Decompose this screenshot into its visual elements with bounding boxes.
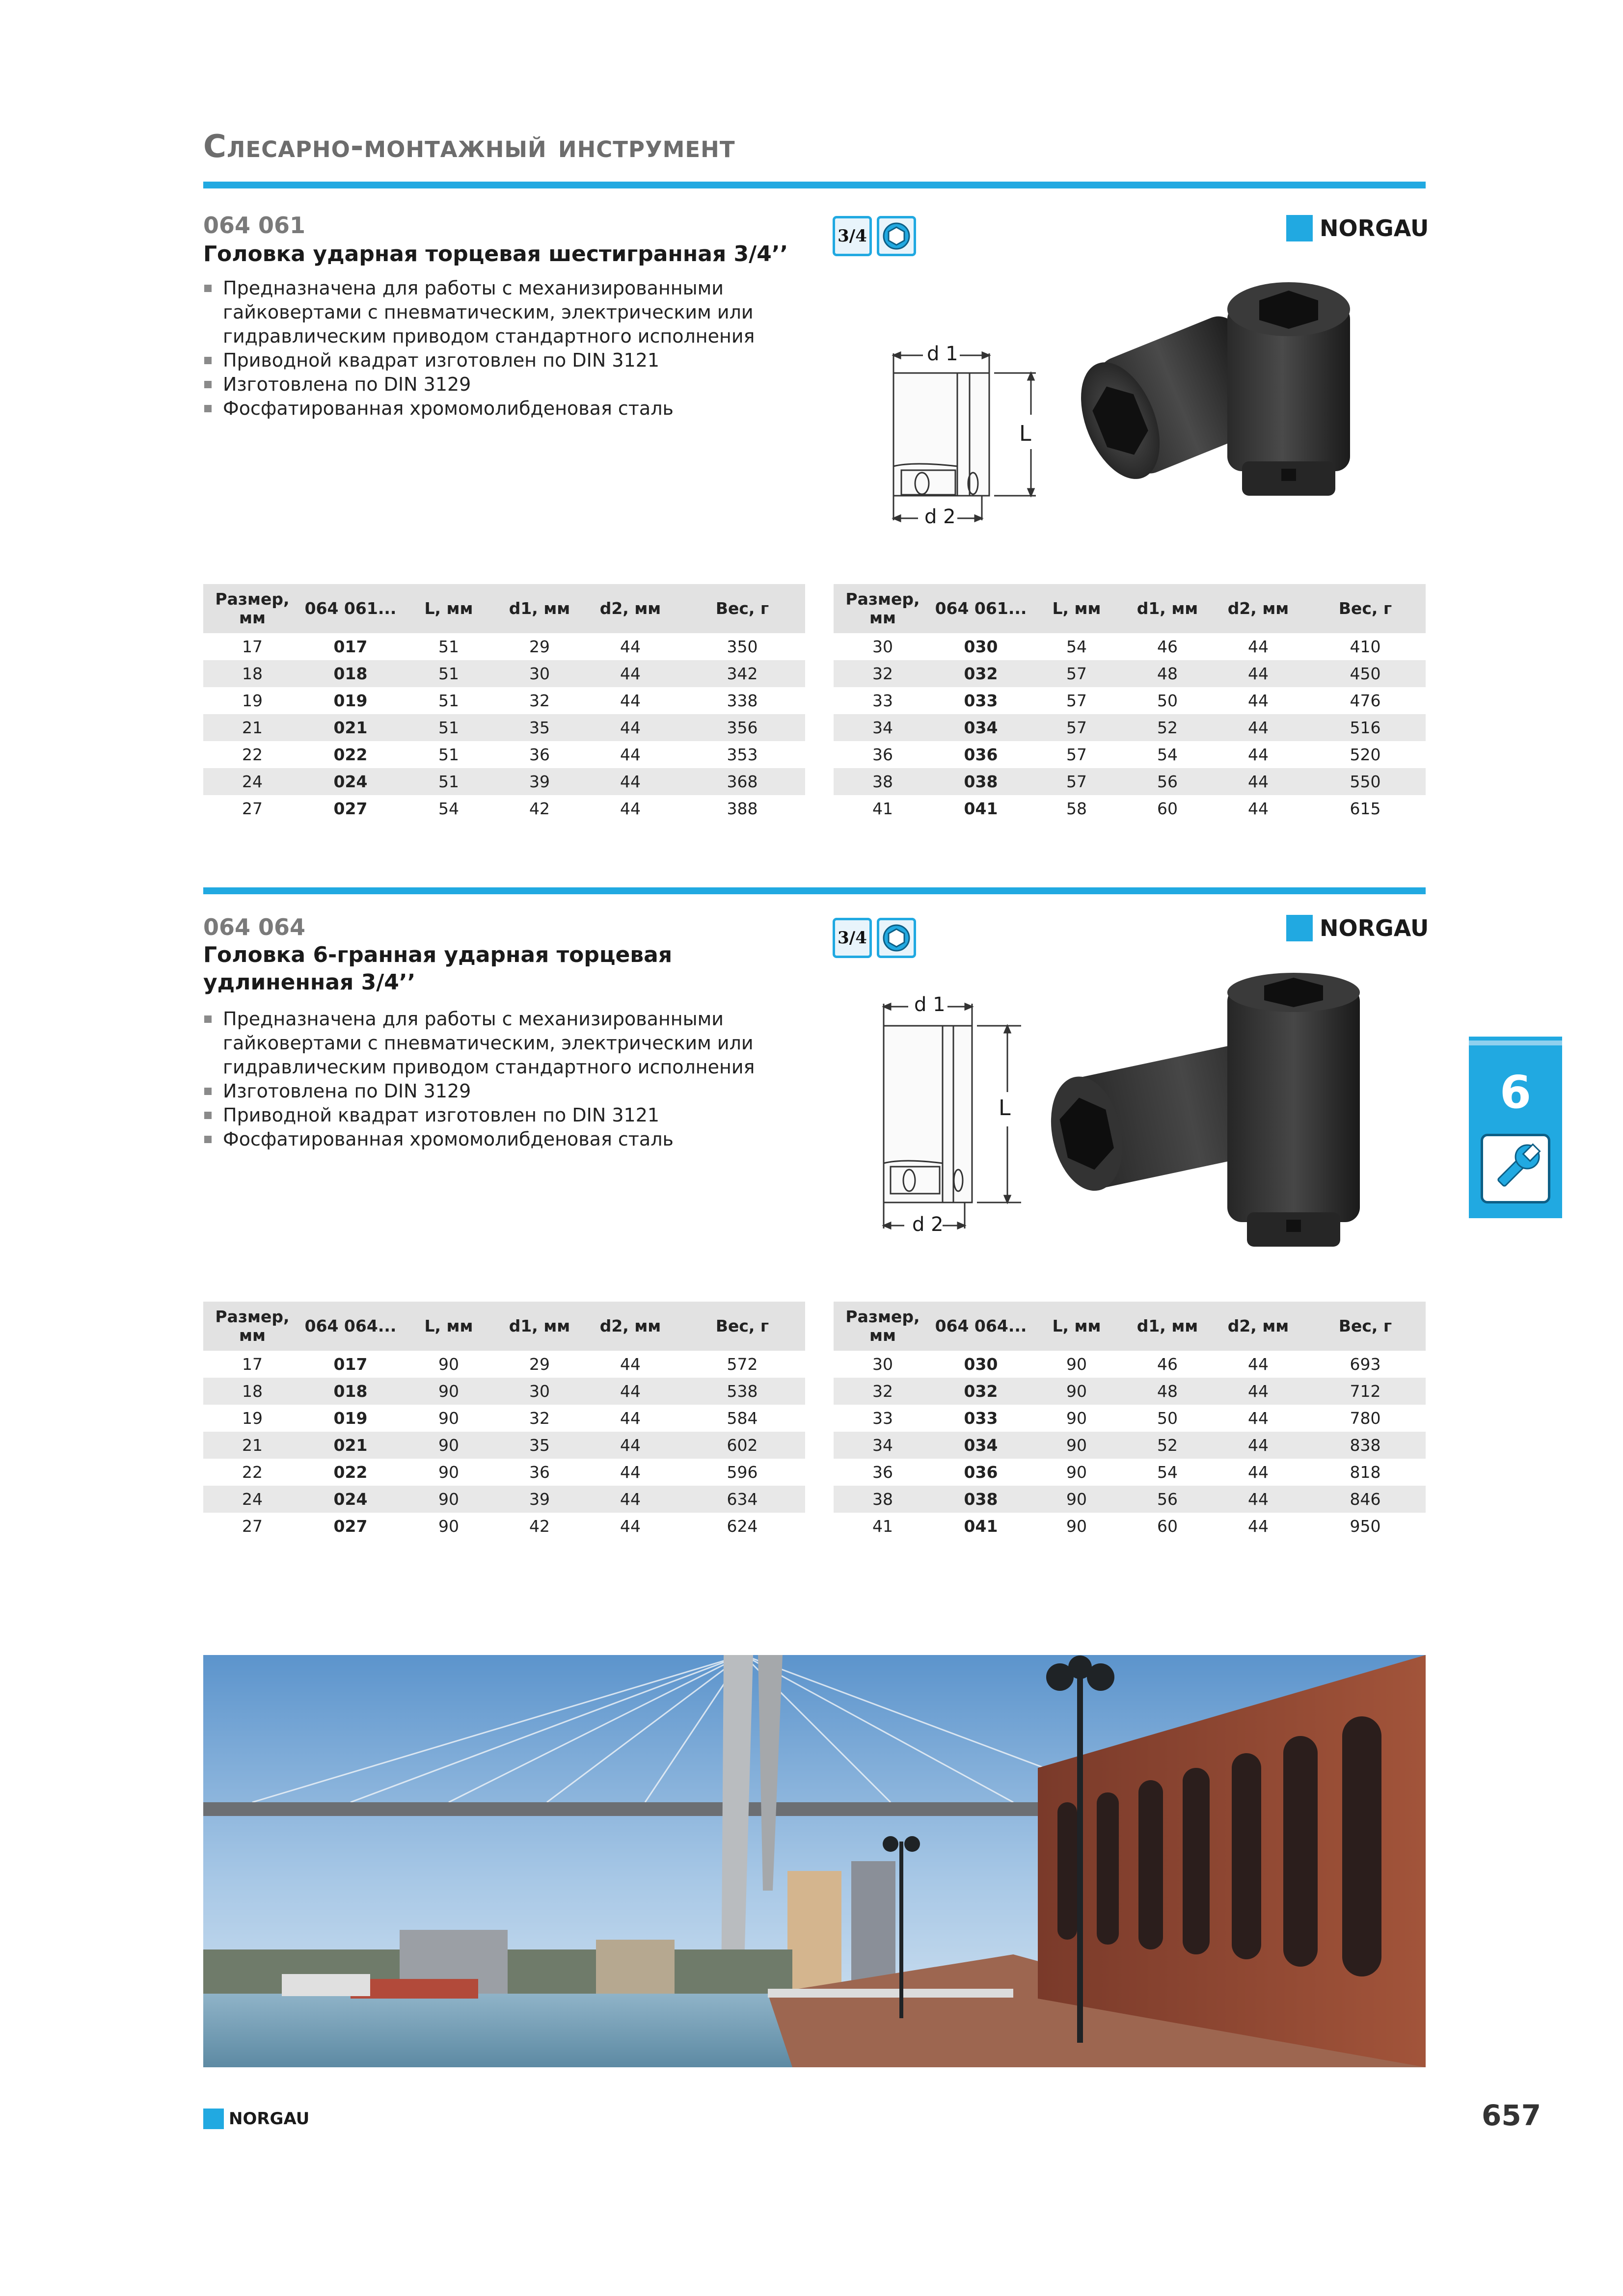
- table-cell: 90: [438, 1463, 459, 1482]
- column-header: Размер, мм: [203, 1302, 301, 1351]
- table-cell: 24: [203, 1486, 301, 1513]
- article-code-cell: 024: [301, 1486, 400, 1513]
- table-cell: 36: [529, 745, 550, 764]
- table-cell: 32: [834, 660, 932, 687]
- table-cell: 60: [1157, 799, 1178, 818]
- page-number: 657: [1482, 2099, 1542, 2132]
- column-header: Размер, мм: [203, 584, 301, 633]
- brand-name: NORGAU: [1320, 215, 1429, 241]
- column-header: Вес, г: [1305, 584, 1426, 633]
- table-cell: 57: [1066, 745, 1087, 764]
- column-header: d2, мм: [581, 1302, 679, 1351]
- column-header: L, мм: [1030, 1302, 1123, 1351]
- table-cell: 44: [620, 637, 641, 656]
- table-cell: 42: [529, 1517, 550, 1536]
- table-cell: 44: [1248, 637, 1269, 656]
- table-cell: 342: [679, 660, 805, 687]
- table-cell: 388: [727, 799, 758, 818]
- table-cell: 44: [581, 768, 679, 795]
- column-header: 064 061...: [301, 584, 400, 633]
- feature-list: [203, 276, 817, 421]
- article-code-cell: 027: [333, 1517, 368, 1536]
- table-cell: 846: [1305, 1486, 1426, 1513]
- table-cell: 51: [400, 714, 498, 741]
- product-code: 064 061: [203, 212, 306, 239]
- article-code-cell: 041: [964, 799, 998, 818]
- table-cell: 90: [400, 1432, 498, 1459]
- feature-item: Изготовлена по DIN 3129: [203, 1079, 817, 1103]
- brand-name: NORGAU: [229, 2109, 310, 2129]
- article-code-cell: 019: [333, 1409, 368, 1428]
- spec-table: [834, 1302, 1426, 1540]
- hex-socket-icon: [877, 918, 916, 958]
- product-code: 064 064: [203, 914, 306, 940]
- table-cell: 90: [400, 1378, 498, 1405]
- table-cell: 35: [498, 1432, 581, 1459]
- product-photo: [1075, 280, 1389, 510]
- column-header: d1, мм: [1123, 584, 1212, 633]
- table-cell: 30: [872, 637, 893, 656]
- table-cell: 90: [1030, 1486, 1123, 1513]
- article-code-cell: 038: [932, 1486, 1030, 1513]
- feature-item: Фосфатированная хромомолибденовая сталь: [203, 397, 817, 421]
- article-code-cell: 027: [333, 799, 368, 818]
- section-tab[interactable]: [1469, 1037, 1562, 1218]
- column-header: L, мм: [400, 1302, 498, 1351]
- table-cell: 57: [1030, 660, 1123, 687]
- dimension-label-d1: d 1: [914, 993, 946, 1016]
- column-header: L, мм: [1030, 584, 1123, 633]
- table-cell: 44: [1212, 1432, 1305, 1459]
- table-cell: 90: [1066, 1463, 1087, 1482]
- table-cell: 60: [1157, 1517, 1178, 1536]
- dimension-label-d1: d 1: [927, 343, 958, 365]
- product-title: Головка ударная торцевая шестигранная 3/4’’: [203, 241, 788, 267]
- table-cell: 56: [1123, 768, 1212, 795]
- table-cell: 44: [1212, 1378, 1305, 1405]
- article-code-cell: 022: [333, 1463, 368, 1482]
- table-cell: 572: [727, 1355, 758, 1374]
- table-cell: 21: [203, 714, 301, 741]
- table-cell: 54: [1157, 1463, 1178, 1482]
- table-cell: 44: [620, 799, 641, 818]
- table-row: [834, 633, 1426, 660]
- article-code-cell: 034: [932, 714, 1030, 741]
- dimension-label-d2: d 2: [924, 506, 956, 528]
- feature-list: [203, 1007, 817, 1151]
- table-cell: 30: [498, 660, 581, 687]
- table-cell: 39: [498, 768, 581, 795]
- column-header: L, мм: [400, 584, 498, 633]
- table-cell: 44: [1248, 1517, 1269, 1536]
- table-row: [203, 1432, 805, 1459]
- table-cell: 44: [581, 660, 679, 687]
- table-cell: 44: [620, 691, 641, 710]
- table-cell: 90: [438, 1409, 459, 1428]
- column-header: d2, мм: [1212, 1302, 1305, 1351]
- table-cell: 624: [727, 1517, 758, 1536]
- brand-logo: [1286, 215, 1429, 241]
- table-row: [834, 687, 1426, 714]
- table-cell: 34: [834, 714, 932, 741]
- table-cell: 44: [1212, 768, 1305, 795]
- column-header: Размер, мм: [834, 1302, 932, 1351]
- table-cell: 90: [438, 1355, 459, 1374]
- table-cell: 44: [1212, 660, 1305, 687]
- table-cell: 57: [1066, 691, 1087, 710]
- spec-table: [834, 584, 1426, 822]
- table-row: [203, 714, 805, 741]
- table-cell: 19: [242, 691, 263, 710]
- table-row: [203, 1351, 805, 1378]
- table-cell: 36: [529, 1463, 550, 1482]
- table-cell: 44: [620, 1463, 641, 1482]
- table-cell: 90: [1066, 1355, 1087, 1374]
- table-cell: 57: [1030, 714, 1123, 741]
- table-cell: 693: [1350, 1355, 1381, 1374]
- article-code-cell: 032: [932, 660, 1030, 687]
- table-cell: 42: [529, 799, 550, 818]
- column-header: 064 064...: [301, 1302, 400, 1351]
- table-cell: 44: [1212, 1486, 1305, 1513]
- table-row: [834, 1486, 1426, 1513]
- column-header: d2, мм: [1212, 584, 1305, 633]
- table-cell: 52: [1123, 1432, 1212, 1459]
- drive-size-icon: 3/4: [833, 216, 872, 256]
- table-cell: 44: [620, 1409, 641, 1428]
- table-cell: 410: [1350, 637, 1381, 656]
- table-cell: 596: [727, 1463, 758, 1482]
- spec-icons: [833, 918, 916, 958]
- footer-brand-logo: [203, 2109, 309, 2129]
- table-cell: 29: [529, 1355, 550, 1374]
- table-row: [834, 1378, 1426, 1405]
- table-cell: 18: [203, 1378, 301, 1405]
- table-row: [203, 1486, 805, 1513]
- table-cell: 32: [529, 1409, 550, 1428]
- table-cell: 602: [679, 1432, 805, 1459]
- article-code-cell: 032: [932, 1378, 1030, 1405]
- page-title: Слесарно-монтажный инструмент: [203, 129, 735, 165]
- table-row: [834, 1459, 1426, 1486]
- article-code-cell: 019: [333, 691, 368, 710]
- feature-item: Приводной квадрат изготовлен по DIN 3121: [203, 348, 817, 373]
- table-cell: 90: [1030, 1378, 1123, 1405]
- table-cell: 44: [581, 1432, 679, 1459]
- table-cell: 44: [1248, 1409, 1269, 1428]
- table-row: [203, 660, 805, 687]
- brand-square-icon: [1286, 215, 1313, 241]
- table-cell: 29: [529, 637, 550, 656]
- table-row: [834, 1351, 1426, 1378]
- table-row: [834, 1432, 1426, 1459]
- section-divider: [203, 887, 1426, 894]
- table-row: [834, 1513, 1426, 1540]
- header-divider: [203, 182, 1426, 188]
- table-row: [203, 795, 805, 822]
- table-cell: 44: [1248, 1355, 1269, 1374]
- table-cell: 51: [438, 691, 459, 710]
- table-cell: 90: [1066, 1517, 1087, 1536]
- table-row: [834, 660, 1426, 687]
- table-cell: 44: [1212, 714, 1305, 741]
- article-code-cell: 021: [301, 1432, 400, 1459]
- table-cell: 56: [1123, 1486, 1212, 1513]
- table-header-row: [203, 1302, 805, 1351]
- wrench-icon: [1481, 1134, 1550, 1203]
- table-cell: 52: [1123, 714, 1212, 741]
- table-cell: 46: [1157, 637, 1178, 656]
- table-row: [834, 1405, 1426, 1432]
- table-row: [834, 741, 1426, 768]
- spec-table: [203, 1302, 805, 1540]
- table-row: [203, 741, 805, 768]
- article-code-cell: 041: [964, 1517, 998, 1536]
- article-code-cell: 030: [964, 1355, 998, 1374]
- table-cell: 36: [872, 1463, 893, 1482]
- table-cell: 54: [1157, 745, 1178, 764]
- table-cell: 44: [581, 1486, 679, 1513]
- table-cell: 32: [529, 691, 550, 710]
- table-header-row: [203, 584, 805, 633]
- table-cell: 90: [1066, 1409, 1087, 1428]
- table-cell: 44: [1248, 1463, 1269, 1482]
- article-code-cell: 018: [301, 660, 400, 687]
- column-header: Вес, г: [679, 584, 805, 633]
- table-cell: 18: [203, 660, 301, 687]
- table-cell: 780: [1350, 1409, 1381, 1428]
- feature-item: Предназначена для работы с механизированными гайковертами с пневматическим, электрическим или гидравлическим приводом стандартного исполнения: [203, 1007, 817, 1079]
- column-header: Вес, г: [1305, 1302, 1426, 1351]
- table-cell: 17: [242, 1355, 263, 1374]
- table-cell: 58: [1066, 799, 1087, 818]
- column-header: d2, мм: [581, 584, 679, 633]
- table-cell: 38: [834, 768, 932, 795]
- article-code-cell: 033: [964, 1409, 998, 1428]
- table-row: [203, 768, 805, 795]
- table-cell: 338: [727, 691, 758, 710]
- article-code-cell: 034: [932, 1432, 1030, 1459]
- dimension-drawing: [884, 339, 1041, 545]
- spec-table: [203, 584, 805, 822]
- table-cell: 33: [872, 691, 893, 710]
- brand-square-icon: [1286, 915, 1313, 941]
- table-row: [203, 1513, 805, 1540]
- product-photo: [1046, 972, 1389, 1256]
- table-row: [203, 1459, 805, 1486]
- article-code-cell: 017: [333, 1355, 368, 1374]
- table-cell: 19: [242, 1409, 263, 1428]
- table-cell: 50: [1157, 691, 1178, 710]
- table-cell: 24: [203, 768, 301, 795]
- article-code-cell: 036: [964, 1463, 998, 1482]
- table-cell: 51: [438, 637, 459, 656]
- table-cell: 44: [1248, 799, 1269, 818]
- table-cell: 44: [620, 745, 641, 764]
- table-cell: 38: [834, 1486, 932, 1513]
- table-cell: 33: [872, 1409, 893, 1428]
- table-row: [203, 633, 805, 660]
- table-cell: 48: [1123, 660, 1212, 687]
- table-cell: 27: [242, 799, 263, 818]
- table-cell: 584: [727, 1409, 758, 1428]
- table-cell: 39: [498, 1486, 581, 1513]
- feature-item: Изготовлена по DIN 3129: [203, 373, 817, 397]
- table-row: [203, 1378, 805, 1405]
- table-cell: 54: [438, 799, 459, 818]
- table-cell: 818: [1350, 1463, 1381, 1482]
- article-code-cell: 038: [932, 768, 1030, 795]
- article-code-cell: 022: [333, 745, 368, 764]
- table-cell: 44: [620, 1355, 641, 1374]
- table-cell: 51: [400, 768, 498, 795]
- table-cell: 57: [1030, 768, 1123, 795]
- feature-item: Фосфатированная хромомолибденовая сталь: [203, 1127, 817, 1151]
- table-cell: 54: [1066, 637, 1087, 656]
- column-header: d1, мм: [1123, 1302, 1212, 1351]
- table-cell: 90: [438, 1517, 459, 1536]
- section-number: 6: [1499, 1066, 1531, 1119]
- brand-logo: [1286, 915, 1429, 941]
- table-cell: 44: [581, 1378, 679, 1405]
- table-cell: 51: [400, 660, 498, 687]
- table-cell: 538: [679, 1378, 805, 1405]
- table-cell: 36: [872, 745, 893, 764]
- dimension-label-l: L: [1019, 421, 1031, 446]
- table-cell: 41: [872, 799, 893, 818]
- table-cell: 48: [1123, 1378, 1212, 1405]
- brand-name: NORGAU: [1320, 915, 1429, 941]
- table-cell: 615: [1350, 799, 1381, 818]
- column-header: 064 064...: [932, 1302, 1030, 1351]
- feature-item: Предназначена для работы с механизированными гайковертами с пневматическим, электрическим или гидравлическим приводом стандартного исполнения: [203, 276, 817, 348]
- table-header-row: [834, 584, 1426, 633]
- drive-size-icon: 3/4: [833, 918, 872, 958]
- table-cell: 838: [1305, 1432, 1426, 1459]
- table-cell: 634: [679, 1486, 805, 1513]
- table-header-row: [834, 1302, 1426, 1351]
- table-cell: 476: [1350, 691, 1381, 710]
- table-cell: 356: [679, 714, 805, 741]
- table-cell: 44: [1248, 745, 1269, 764]
- article-code-cell: 018: [301, 1378, 400, 1405]
- table-row: [834, 795, 1426, 822]
- column-header: Вес, г: [679, 1302, 805, 1351]
- article-code-cell: 017: [333, 637, 368, 656]
- column-header: Размер, мм: [834, 584, 932, 633]
- table-cell: 350: [727, 637, 758, 656]
- table-row: [203, 687, 805, 714]
- article-code-cell: 024: [301, 768, 400, 795]
- table-cell: 44: [1248, 691, 1269, 710]
- article-code-cell: 030: [964, 637, 998, 656]
- table-row: [203, 1405, 805, 1432]
- table-cell: 516: [1305, 714, 1426, 741]
- table-cell: 30: [498, 1378, 581, 1405]
- table-cell: 21: [203, 1432, 301, 1459]
- product-title: Головка 6-гранная ударная торцевая удлиненная 3/4’’: [203, 942, 673, 995]
- table-cell: 550: [1305, 768, 1426, 795]
- article-code-cell: 036: [964, 745, 998, 764]
- table-cell: 32: [834, 1378, 932, 1405]
- table-cell: 353: [727, 745, 758, 764]
- table-cell: 520: [1350, 745, 1381, 764]
- table-row: [834, 768, 1426, 795]
- city-photo: [203, 1655, 1426, 2067]
- table-cell: 51: [438, 745, 459, 764]
- dimension-label-d2: d 2: [912, 1213, 944, 1236]
- table-cell: 950: [1350, 1517, 1381, 1536]
- article-code-cell: 033: [964, 691, 998, 710]
- table-cell: 90: [1030, 1432, 1123, 1459]
- table-cell: 44: [620, 1517, 641, 1536]
- article-code-cell: 021: [301, 714, 400, 741]
- table-cell: 712: [1305, 1378, 1426, 1405]
- feature-item: Приводной квадрат изготовлен по DIN 3121: [203, 1103, 817, 1127]
- spec-icons: [833, 216, 916, 256]
- table-cell: 17: [242, 637, 263, 656]
- brand-square-icon: [203, 2109, 224, 2129]
- hex-socket-icon: [877, 216, 916, 256]
- table-cell: 450: [1305, 660, 1426, 687]
- column-header: d1, мм: [498, 1302, 581, 1351]
- table-cell: 34: [834, 1432, 932, 1459]
- table-row: [834, 714, 1426, 741]
- table-cell: 90: [400, 1486, 498, 1513]
- column-header: 064 061...: [932, 584, 1030, 633]
- column-header: d1, мм: [498, 584, 581, 633]
- table-cell: 22: [242, 1463, 263, 1482]
- table-cell: 41: [872, 1517, 893, 1536]
- table-cell: 30: [872, 1355, 893, 1374]
- table-cell: 44: [581, 714, 679, 741]
- table-cell: 46: [1157, 1355, 1178, 1374]
- table-cell: 50: [1157, 1409, 1178, 1428]
- table-cell: 368: [679, 768, 805, 795]
- dimension-label-l: L: [999, 1095, 1011, 1121]
- table-cell: 35: [498, 714, 581, 741]
- table-cell: 27: [242, 1517, 263, 1536]
- table-cell: 22: [242, 745, 263, 764]
